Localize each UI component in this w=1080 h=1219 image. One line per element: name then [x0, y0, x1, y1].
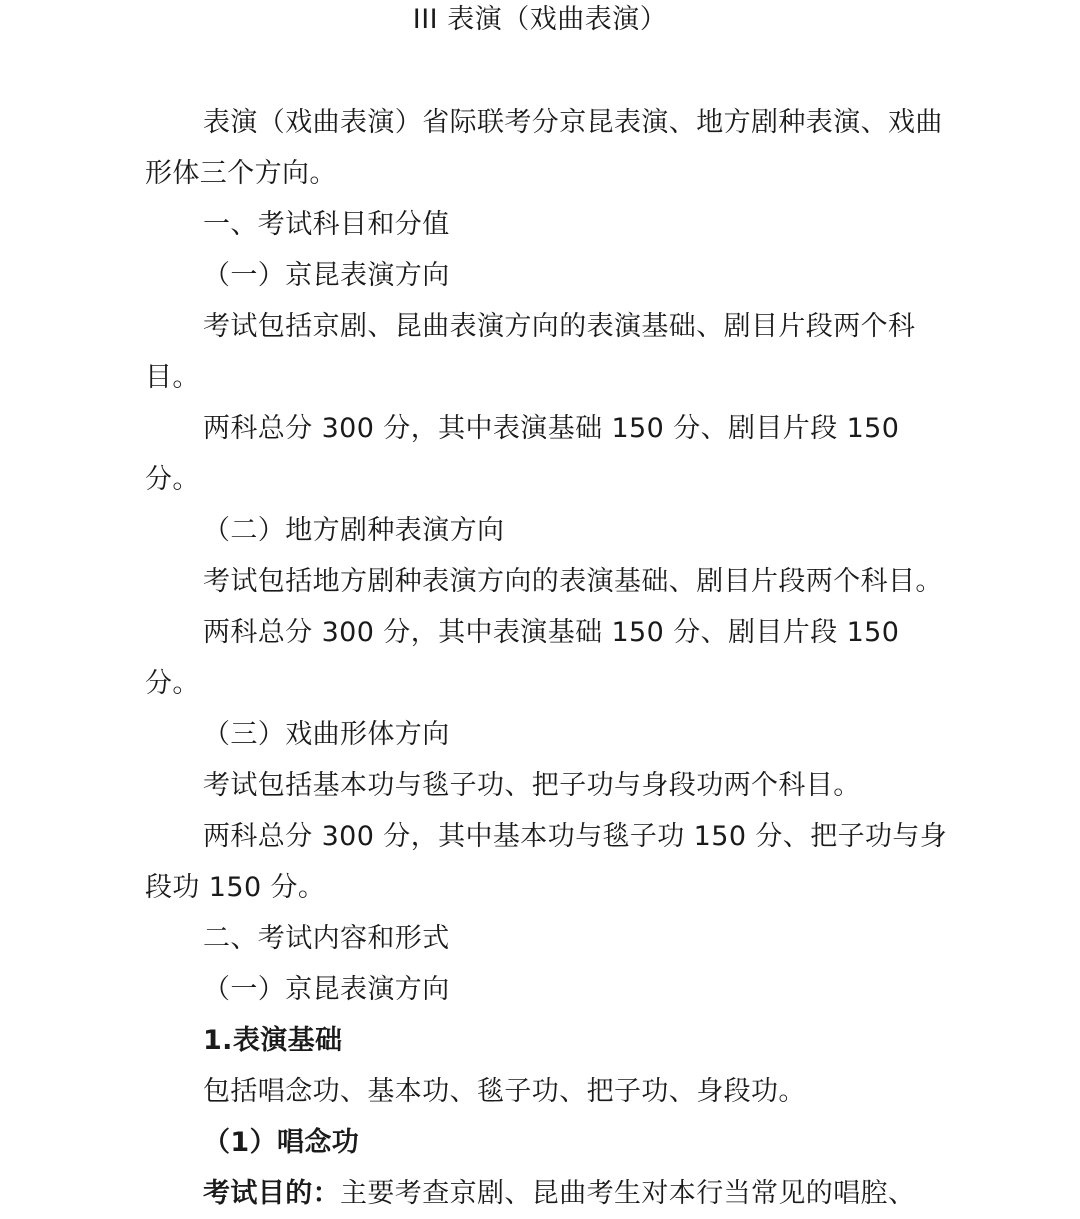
heading-singing-reciting: （1）唱念功	[203, 1127, 360, 1158]
paragraph-intro: 表演（戏曲表演）省际联考分京昆表演、地方剧种表演、戏曲形体三个方向。	[145, 107, 943, 189]
exam-purpose-label: 考试目的：	[203, 1178, 340, 1209]
heading-local-opera-direction: （二）地方剧种表演方向	[203, 515, 505, 546]
heading-section-2: 二、考试内容和形式	[203, 923, 450, 954]
paragraph-exam-purpose	[145, 1168, 950, 1219]
heading-section-1: 一、考试科目和分值	[203, 209, 450, 240]
paragraph-local-opera-scores: 两科总分 300 分，其中表演基础 150 分、剧目片段 150 分。	[145, 617, 900, 699]
document-body	[145, 97, 950, 1219]
paragraph-performance-basics: 包括唱念功、基本功、毯子功、把子功、身段功。	[203, 1076, 806, 1107]
paragraph-opera-body-scores: 两科总分 300 分，其中基本功与毯子功 150 分、把子功与身段功 150 分。	[145, 821, 948, 903]
paragraph-local-opera-subjects: 考试包括地方剧种表演方向的表演基础、剧目片段两个科目。	[203, 566, 943, 597]
exam-purpose-text: 主要考查京剧、昆曲考生对本行当常见的唱腔、	[340, 1178, 916, 1209]
paragraph-jingkun-scores: 两科总分 300 分，其中表演基础 150 分、剧目片段 150 分。	[145, 413, 900, 495]
paragraph-opera-body-subjects: 考试包括基本功与毯子功、把子功与身段功两个科目。	[203, 770, 861, 801]
heading-jingkun-direction-2: （一）京昆表演方向	[203, 974, 450, 1005]
page-title: III 表演（戏曲表演）	[412, 4, 668, 35]
heading-opera-body-direction: （三）戏曲形体方向	[203, 719, 450, 750]
heading-jingkun-direction: （一）京昆表演方向	[203, 260, 450, 291]
paragraph-jingkun-subjects: 考试包括京剧、昆曲表演方向的表演基础、剧目片段两个科目。	[145, 311, 916, 393]
heading-performance-basics: 1.表演基础	[203, 1025, 343, 1056]
